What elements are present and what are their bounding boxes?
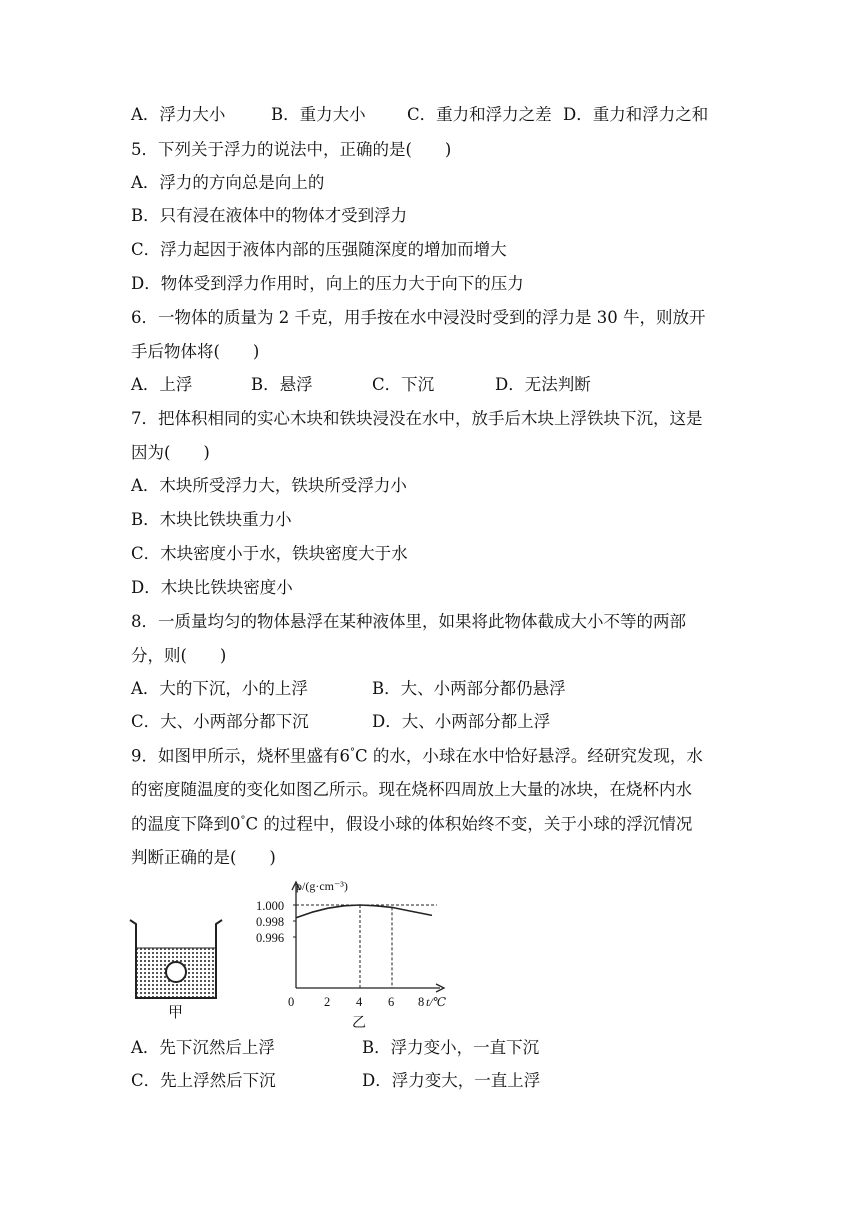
x-tick-0: 0: [288, 995, 295, 1009]
y-axis-label: ρ/(g·cm⁻³): [296, 879, 348, 893]
q4-option-b: B．重力大小: [271, 105, 366, 124]
degree-sign-2: °: [240, 815, 246, 826]
q5-stem: 5．下列关于浮力的说法中，正确的是( ): [131, 140, 452, 159]
q6-option-c: C．下沉: [372, 375, 435, 394]
q9-option-d: D．浮力变大，一直上浮: [362, 1071, 541, 1090]
q9-stem3-post: C 的过程中，假设小球的体积始终不变，关于小球的浮沉情况: [245, 814, 693, 834]
q7-option-d: D．木块比铁块密度小: [131, 578, 293, 597]
q5-option-b: B．只有浸在液体中的物体才受到浮力: [131, 206, 408, 225]
q9-stem-line2: 的密度随温度的变化如图乙所示。现在烧杯四周放上大量的冰块，在烧杯内水: [131, 780, 692, 799]
q9-temp-0: 0: [230, 814, 241, 834]
q4-option-d: D．重力和浮力之和: [563, 105, 709, 124]
degree-sign-1: °: [350, 747, 355, 758]
q9-stem1-post: C 的水，小球在水中恰好悬浮。经研究发现，水: [355, 746, 703, 766]
q9-figures: [120, 872, 480, 1036]
y-tick-0998: 0.998: [256, 915, 285, 929]
q6-stem-line2: 手后物体将( ): [131, 342, 260, 361]
q8-option-a: A．大的下沉，小的上浮: [131, 679, 308, 698]
q8-option-d: D．大、小两部分都上浮: [372, 712, 551, 731]
q9-temp-6: 6: [339, 746, 350, 766]
x-tick-4: 4: [356, 995, 363, 1009]
floating-ball: [166, 962, 186, 982]
q7-option-c: C．木块密度小于水，铁块密度大于水: [131, 544, 408, 563]
q7-option-a: A．木块所受浮力大，铁块所受浮力小: [131, 476, 407, 495]
q9-stem-line1: [131, 748, 703, 765]
q9-stem-line4: 判断正确的是( ): [131, 848, 276, 867]
q6-option-a: A．上浮: [131, 375, 193, 394]
plot-area: [293, 905, 437, 988]
q6-stem-line1: 6．一物体的质量为 2 千克，用手按在水中浸没时受到的浮力是 30 牛，则放开: [131, 308, 706, 327]
q4-option-a: A．浮力大小: [131, 105, 226, 124]
q9-stem1-pre: 9．如图甲所示，烧杯里盛有: [131, 746, 340, 766]
q6-option-b: B．悬浮: [251, 375, 313, 394]
q6-option-d: D．无法判断: [495, 375, 591, 394]
q9-option-a: A．先下沉然后上浮: [131, 1038, 275, 1057]
q9-stem3-pre: 的温度下降到: [131, 814, 230, 834]
q4-option-c: C．重力和浮力之差: [407, 105, 552, 124]
q8-stem-line2: 分，则( ): [131, 646, 227, 665]
y-tick-1000: 1.000: [256, 899, 285, 913]
caption-jia: 甲: [168, 1005, 184, 1021]
q8-stem-line1: 8．一质量均匀的物体悬浮在某种液体里，如果将此物体截成大小不等的两部: [131, 612, 686, 631]
x-axis-label: t/℃: [426, 995, 447, 1009]
q7-stem-line1: 7．把体积相同的实心木块和铁块浸没在水中，放手后木块上浮铁块下沉，这是: [131, 409, 703, 428]
caption-yi: 乙: [352, 1016, 366, 1031]
x-tick-6: 6: [388, 995, 395, 1009]
x-tick-8: 8: [418, 995, 425, 1009]
q7-option-b: B．木块比铁块重力小: [131, 510, 292, 529]
q5-option-a: A．浮力的方向总是向上的: [131, 173, 325, 192]
density-chart-yi: [256, 879, 447, 1031]
q7-stem-line2: 因为( ): [131, 443, 210, 462]
y-tick-0996: 0.996: [256, 931, 285, 945]
x-tick-2: 2: [324, 995, 331, 1009]
q9-option-b: B．浮力变小，一直下沉: [362, 1038, 540, 1057]
q8-option-b: B．大、小两部分都仍悬浮: [372, 679, 566, 698]
q9-stem-line3: [131, 816, 692, 833]
q8-option-c: C．大、小两部分都下沉: [131, 712, 309, 731]
q9-option-c: C．先上浮然后下沉: [131, 1071, 276, 1090]
q5-option-c: C．浮力起因于液体内部的压强随深度的增加而增大: [131, 240, 507, 259]
beaker-figure-jia: [130, 920, 222, 1021]
q5-option-d: D．物体受到浮力作用时，向上的压力大于向下的压力: [131, 274, 524, 293]
q9-figure-svg: [120, 872, 480, 1032]
density-curve: [296, 905, 432, 918]
